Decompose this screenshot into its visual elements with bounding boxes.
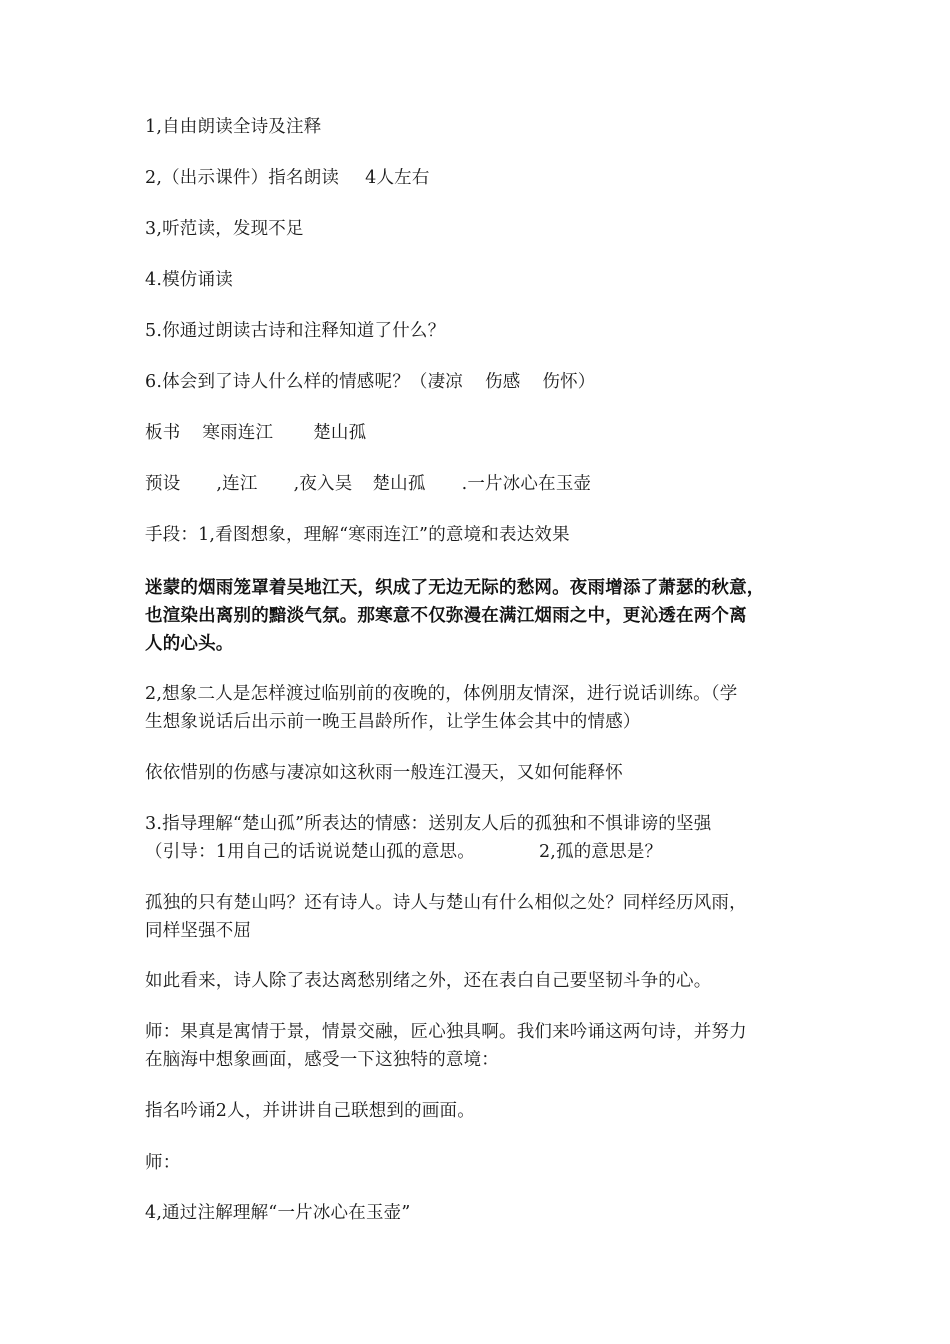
blackboard-item-2: 楚山孤 <box>313 423 367 443</box>
preset-item-4: .一片冰心在玉壶 <box>461 474 592 494</box>
step-1-read-freely <box>145 113 815 141</box>
method-line <box>145 521 815 549</box>
teacher-short-text: 师： <box>145 1153 181 1173</box>
teacher-short-line <box>145 1149 815 1177</box>
step-guide-line-2 <box>145 838 815 866</box>
bold-paragraph-text-1: 迷蒙的烟雨笼罩着吴地江天，织成了无边无际的愁网。夜雨增添了萧瑟的秋意， <box>145 578 765 598</box>
step-6-emotion-3: 伤怀） <box>542 372 596 392</box>
step-imagine-line-1 <box>145 680 815 708</box>
step-5-question <box>145 317 815 345</box>
step-imagine-text-1: 2,想象二人是怎样渡过临别前的夜晚的，体例朋友情深，进行说话训练。（学 <box>145 684 738 704</box>
preset-item-3: 楚山孤 <box>372 474 426 494</box>
recite-text: 指名吟诵2人，并讲讲自己联想到的画面。 <box>145 1101 475 1121</box>
step-annotation-line <box>145 1199 815 1227</box>
teacher-line-1 <box>145 1018 815 1046</box>
step-annotation-text: 4,通过注解理解“一片冰心在玉壶” <box>145 1203 411 1223</box>
step-6-text: 6.体会到了诗人什么样的情感呢？（凄凉 <box>145 372 463 392</box>
step-2-count: 4人左右 <box>365 168 430 188</box>
lonely-text-2: 同样坚强不屈 <box>145 921 252 941</box>
lonely-line-1 <box>145 889 815 917</box>
step-1-text: 1,自由朗读全诗及注释 <box>145 117 322 137</box>
blackboard-line <box>145 419 815 447</box>
bold-paragraph-text-3: 人的心头。 <box>145 634 234 654</box>
method-text: 手段：1,看图想象，理解“寒雨连江”的意境和表达效果 <box>145 525 570 545</box>
step-2-name-reading <box>145 164 815 192</box>
step-3-listen <box>145 215 815 243</box>
step-6-emotion-2: 伤感 <box>485 372 521 392</box>
bold-paragraph-line-3 <box>145 630 815 658</box>
farewell-line <box>145 759 815 787</box>
preset-label: 预设 <box>145 474 181 494</box>
conclusion-text: 如此看来，诗人除了表达离愁别绪之外，还在表白自己要坚韧斗争的心。 <box>145 971 712 991</box>
step-imagine-text-2: 生想象说话后出示前一晚王昌龄所作，让学生体会其中的情感） <box>145 712 641 732</box>
step-guide-text-2b: 2,孤的意思是？ <box>538 842 663 862</box>
bold-paragraph-text-2: 也渲染出离别的黯淡气氛。那寒意不仅弥漫在满江烟雨之中，更沁透在两个离 <box>145 606 747 626</box>
step-imagine-line-2 <box>145 708 815 736</box>
preset-line <box>145 470 815 498</box>
step-guide-text-2a: （引导：1用自己的话说说楚山孤的意思。 <box>145 842 475 862</box>
preset-item-1: ,连江 <box>216 474 258 494</box>
preset-item-2: ,夜入吴 <box>293 474 353 494</box>
lonely-line-2 <box>145 917 815 945</box>
step-6-emotion <box>145 368 815 396</box>
teacher-text-2: 在脑海中想象画面，感受一下这独特的意境： <box>145 1050 499 1070</box>
step-5-text: 5.你通过朗读古诗和注释知道了什么？ <box>145 321 446 341</box>
step-4-imitate <box>145 266 815 294</box>
lonely-text-1: 孤独的只有楚山吗？还有诗人。诗人与楚山有什么相似之处？同样经历风雨， <box>145 893 747 913</box>
teacher-text-1: 师：果真是寓情于景，情景交融，匠心独具啊。我们来吟诵这两句诗，并努力 <box>145 1022 747 1042</box>
conclusion-line <box>145 967 815 995</box>
blackboard-item-1: 寒雨连江 <box>202 423 274 443</box>
step-3-text: 3,听范读，发现不足 <box>145 219 304 239</box>
teacher-line-2 <box>145 1046 815 1074</box>
bold-paragraph-line-2 <box>145 602 815 630</box>
step-2-text: 2,（出示课件）指名朗读 <box>145 168 340 188</box>
bold-paragraph-line-1 <box>145 574 815 602</box>
recite-line <box>145 1097 815 1125</box>
step-guide-text-1: 3.指导理解“楚山孤”所表达的情感：送别友人后的孤独和不惧诽谤的坚强 <box>145 814 712 834</box>
blackboard-label: 板书 <box>145 423 181 443</box>
farewell-text: 依依惜别的伤感与凄凉如这秋雨一般连江漫天，又如何能释怀 <box>145 763 623 783</box>
step-4-text: 4.模仿诵读 <box>145 270 233 290</box>
step-guide-line-1 <box>145 810 815 838</box>
